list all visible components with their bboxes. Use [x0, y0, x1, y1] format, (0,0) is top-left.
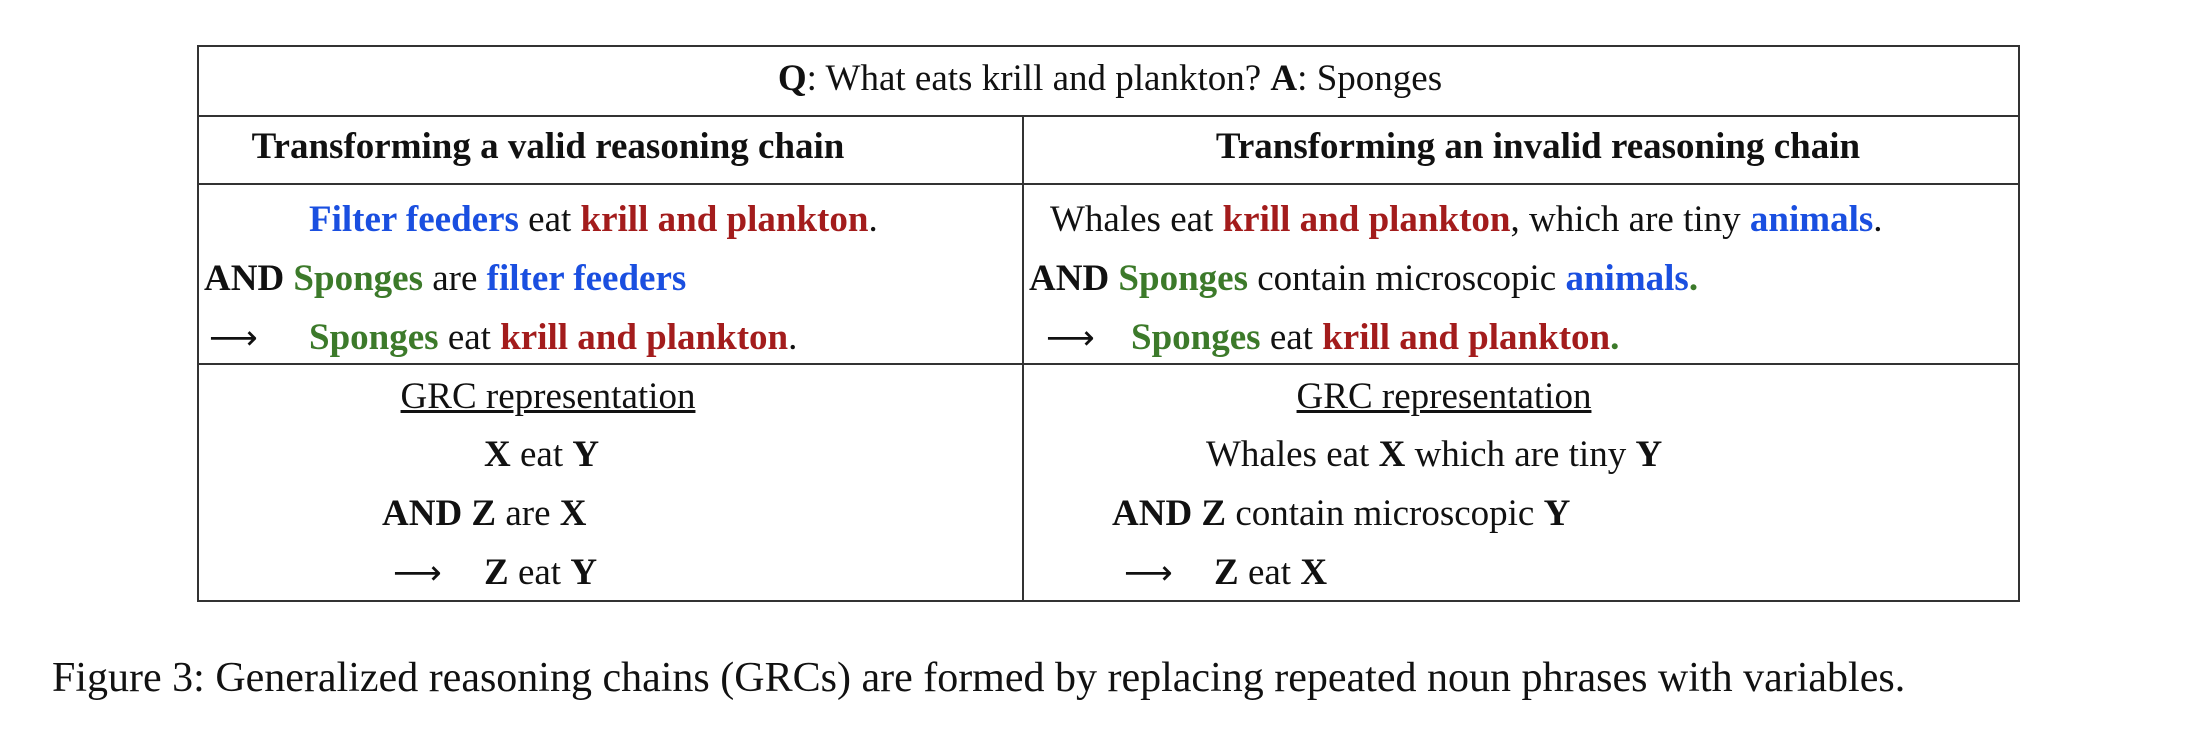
invalid-chain-line-3-text: Sponges eat krill and plankton. — [1131, 317, 1620, 358]
row-divider — [199, 115, 2018, 117]
a-text: : Sponges — [1297, 58, 1443, 99]
valid-chain-line-3-text: Sponges eat krill and plankton. — [309, 317, 798, 358]
implies-arrow-icon: ⟶ — [209, 318, 258, 358]
figure-table — [197, 45, 2020, 602]
header-invalid: Transforming an invalid reasoning chain — [1215, 126, 1861, 167]
valid-chain-line-2: AND Sponges are filter feeders — [204, 258, 687, 299]
valid-grc-line-3 — [393, 551, 442, 595]
question-row — [778, 57, 1442, 101]
valid-chain-line-1: Filter feeders eat krill and plankton. — [309, 199, 878, 240]
invalid-chain-line-2: AND Sponges contain microscopic animals. — [1029, 258, 1699, 299]
valid-chain-line-3 — [209, 316, 258, 360]
implies-arrow-icon: ⟶ — [393, 553, 442, 593]
valid-grc-title: GRC representation — [400, 376, 696, 417]
header-valid: Transforming a valid reasoning chain — [251, 126, 845, 167]
invalid-chain-line-3 — [1046, 316, 1095, 360]
valid-grc-line-1: X eat Y — [484, 434, 600, 475]
implies-arrow-icon: ⟶ — [1046, 318, 1095, 358]
invalid-grc-title: GRC representation — [1296, 376, 1592, 417]
invalid-grc-line-1: Whales eat X which are tiny Y — [1206, 434, 1663, 475]
q-label: Q — [777, 58, 807, 99]
figure-caption: Figure 3: Generalized reasoning chains (GRCs) are formed by replacing repeated noun phrases with variables. — [52, 655, 1906, 701]
invalid-grc-line-3 — [1124, 551, 1173, 595]
column-divider — [1022, 115, 1024, 600]
row-divider — [199, 363, 2018, 365]
invalid-chain-line-1: Whales eat krill and plankton, which are tiny animals. — [1050, 199, 1883, 240]
row-divider — [199, 183, 2018, 185]
invalid-grc-line-2: AND Z contain microscopic Y — [1112, 493, 1571, 534]
valid-grc-line-3-text: Z eat Y — [484, 552, 598, 593]
valid-grc-line-2: AND Z are X — [382, 493, 587, 534]
q-text: : What eats krill and plankton? — [806, 58, 1271, 99]
implies-arrow-icon: ⟶ — [1124, 553, 1173, 593]
invalid-grc-line-3-text: Z eat X — [1214, 552, 1328, 593]
a-label: A — [1270, 58, 1298, 99]
